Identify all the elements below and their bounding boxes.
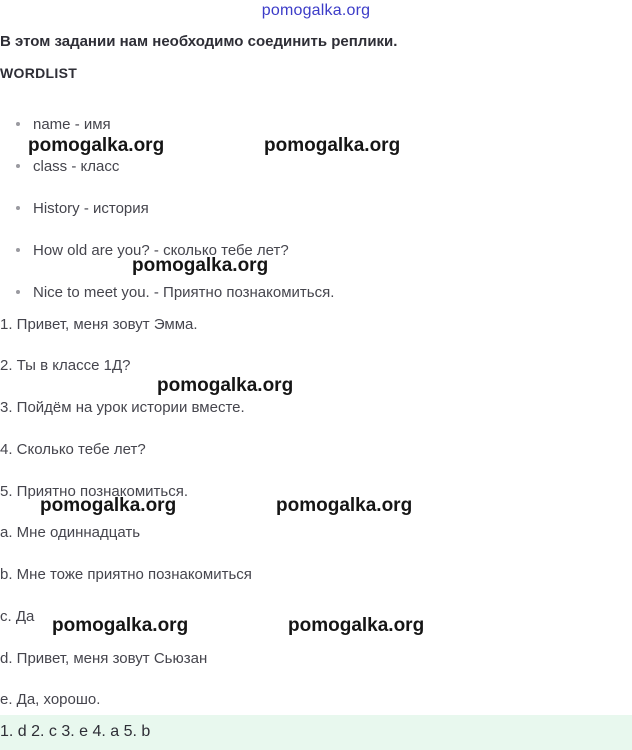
phrase-line: 1. Привет, меня зовут Эмма. bbox=[0, 316, 198, 333]
wordlist-item bbox=[16, 284, 334, 301]
reply-line: c. Да bbox=[0, 608, 35, 625]
bullet-icon bbox=[16, 164, 20, 168]
watermark: pomogalka.org bbox=[40, 495, 177, 516]
wordlist-item-text: name - имя bbox=[33, 116, 111, 133]
watermark: pomogalka.org bbox=[276, 495, 413, 516]
bullet-icon bbox=[16, 290, 20, 294]
wordlist-item bbox=[16, 158, 119, 175]
reply-line: d. Привет, меня зовут Сьюзан bbox=[0, 650, 208, 667]
bullet-icon bbox=[16, 206, 20, 210]
watermark: pomogalka.org bbox=[288, 615, 425, 636]
watermark: pomogalka.org bbox=[157, 375, 294, 396]
phrase-line: 5. Приятно познакомиться. bbox=[0, 483, 189, 500]
wordlist-item-text: History - история bbox=[33, 200, 149, 217]
wordlist-heading: WORDLIST bbox=[0, 65, 78, 81]
wordlist-item-text: Nice to meet you. - Приятно познакомиться. bbox=[33, 284, 335, 301]
bullet-icon bbox=[16, 248, 20, 252]
watermark: pomogalka.org bbox=[52, 615, 189, 636]
answer-text: 1. d 2. c 3. e 4. a 5. b bbox=[0, 723, 151, 740]
reply-line: e. Да, хорошо. bbox=[0, 691, 101, 708]
watermark: pomogalka.org bbox=[28, 135, 165, 156]
watermark: pomogalka.org bbox=[132, 255, 269, 276]
wordlist-item bbox=[16, 116, 111, 133]
watermark: pomogalka.org bbox=[264, 135, 401, 156]
phrase-line: 4. Сколько тебе лет? bbox=[0, 441, 146, 458]
phrase-line: 3. Пойдём на урок истории вместе. bbox=[0, 399, 245, 416]
reply-line: b. Мне тоже приятно познакомиться bbox=[0, 566, 252, 583]
task-intro: В этом задании нам необходимо соединить реплики. bbox=[0, 33, 398, 50]
bullet-icon bbox=[16, 122, 20, 126]
wordlist-item bbox=[16, 200, 149, 217]
reply-line: a. Мне одиннадцать bbox=[0, 524, 141, 541]
wordlist-item-text: class - класс bbox=[33, 158, 120, 175]
wordlist-item-text: How old are you? - сколько тебе лет? bbox=[33, 242, 289, 259]
phrase-line: 2. Ты в классе 1Д? bbox=[0, 357, 131, 374]
site-logo-link[interactable]: pomogalka.org bbox=[261, 2, 371, 19]
